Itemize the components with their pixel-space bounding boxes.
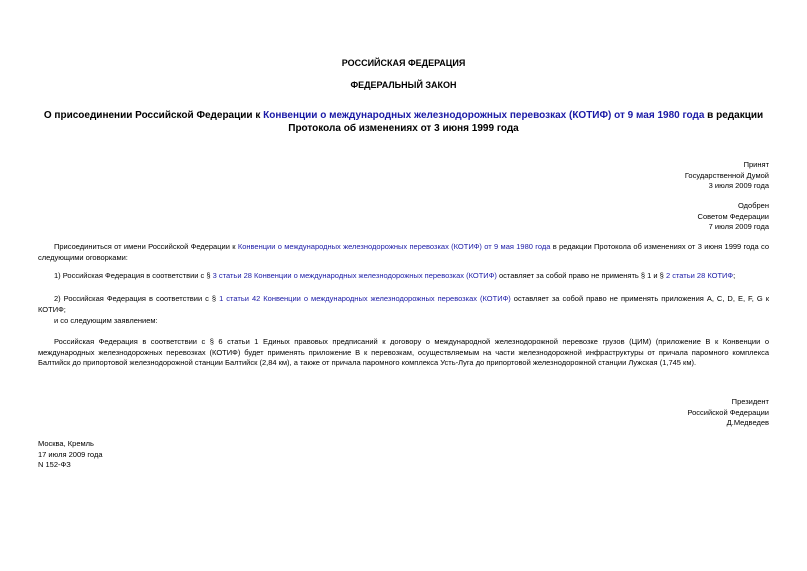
article-28-2-link[interactable]: 2 статьи 28 КОТИФ bbox=[665, 271, 734, 280]
adopted-block bbox=[685, 160, 769, 192]
convention-link[interactable]: Конвенции о международных железнодорожных перевозках (КОТИФ) от 9 мая 1980 года bbox=[263, 110, 705, 121]
reservation-1: 1) Российская Федерация в соответствии с § 3 статьи 28 Конвенции о международных железнодорожных перевозках (КОТИФ) оставляет за собой право не применять § 1 и § 2 статьи 28 КОТИФ; bbox=[54, 271, 736, 280]
approved-by: Советом Федерации bbox=[697, 211, 769, 221]
approved-date: 7 июля 2009 года bbox=[708, 222, 769, 231]
law-type-heading: ФЕДЕРАЛЬНЫЙ ЗАКОН bbox=[350, 80, 457, 90]
law-title-suffix: в редакции Протокола об изменениях от 3 июня 1999 года bbox=[288, 110, 764, 134]
declaration-intro: и со следующим заявлением: bbox=[54, 316, 158, 325]
article-28-3-link[interactable]: 3 статьи 28 Конвенции о международных железнодорожных перевозках (КОТИФ) bbox=[212, 271, 497, 280]
adopted-date: 3 июля 2009 года bbox=[708, 181, 769, 190]
declaration-paragraph: Российская Федерация в соответствии с § 6 статьи 1 Единых правовых предписаний к договору о международной железнодорожной перевозке грузов (ЦИМ) (приложение B к Конвенции о международных железнодорожных перевозках (КОТИФ) будет применять приложение B к перевозкам, осуществляемым на части железнодорожной инфраструктуры от причала паромного комплекса Балтийск до припортовой железнодорожной станции Балтийск (2,84 км), а также от причала паромного комплекса Усть-Луга до припортовой железнодорожной станции Лужская (1,745 км). bbox=[38, 337, 769, 367]
convention-link-intro[interactable]: Конвенции о международных железнодорожных перевозках (КОТИФ) от 9 мая 1980 года bbox=[237, 242, 551, 251]
adopted-label: Принят bbox=[743, 160, 769, 169]
law-number: N 152-ФЗ bbox=[38, 460, 71, 469]
law-title-prefix: О присоединении Российской Федерации к bbox=[43, 110, 264, 121]
intro-paragraph: Присоединиться от имени Российской Федерации к Конвенции о международных железнодорожных перевозках (КОТИФ) от 9 мая 1980 года в редакции Протокола об изменениях от 3 июня 1999 года со следующими оговорками: bbox=[38, 242, 770, 262]
approved-block bbox=[698, 201, 769, 233]
signature-block bbox=[687, 397, 769, 429]
date: 17 июля 2009 года bbox=[38, 449, 103, 459]
adopted-by: Государственной Думой bbox=[684, 170, 769, 180]
reservation-2: 2) Российская Федерация в соответствии с § 1 статьи 42 Конвенции о международных железнодорожных перевозках (КОТИФ) оставляет за собой право не применять приложения A, C, D, E, F, G к КОТИФ; bbox=[38, 294, 770, 314]
signature-org: Российской Федерации bbox=[687, 407, 769, 417]
law-title bbox=[40, 109, 767, 135]
signature-title: Президент bbox=[731, 397, 769, 406]
signature-name: Д.Медведев bbox=[726, 418, 769, 427]
country-heading: РОССИЙСКАЯ ФЕДЕРАЦИЯ bbox=[341, 58, 466, 68]
approved-label: Одобрен bbox=[738, 201, 769, 210]
place: Москва, Кремль bbox=[38, 439, 94, 448]
article-42-1-link[interactable]: 1 статьи 42 Конвенции о международных железнодорожных перевозках (КОТИФ) bbox=[219, 294, 511, 303]
place-date-block bbox=[38, 439, 103, 471]
